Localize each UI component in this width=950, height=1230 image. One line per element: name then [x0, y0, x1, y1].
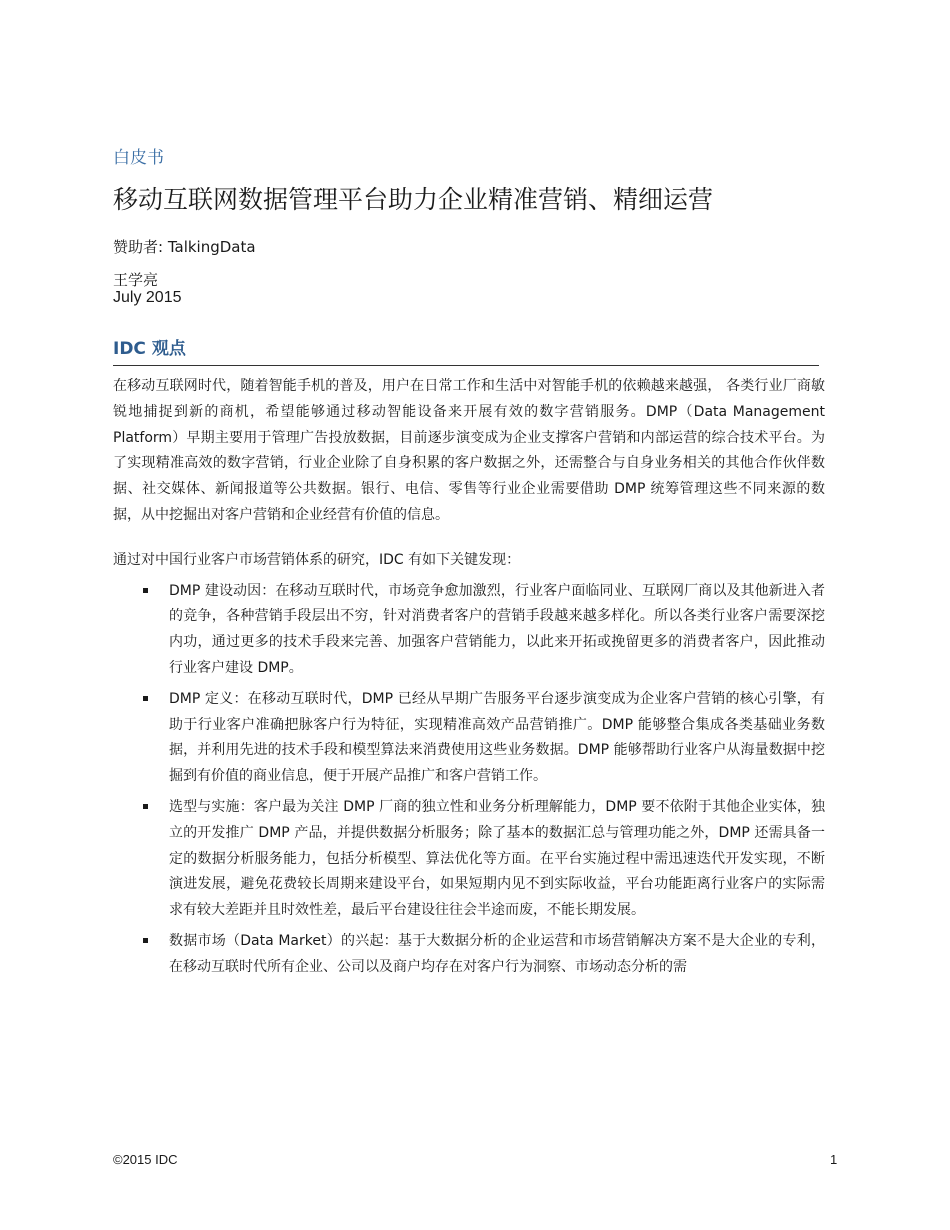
list-item — [113, 929, 825, 981]
section-heading-idc-view: IDC 观点 — [113, 339, 186, 359]
author-name: 王学亮 — [113, 271, 159, 289]
footer-copyright: ©2015 IDC — [113, 1152, 178, 1167]
body-text — [113, 374, 825, 986]
list-item — [113, 795, 825, 924]
section-divider — [113, 365, 819, 366]
list-item — [113, 579, 825, 682]
page-number: 1 — [830, 1152, 838, 1167]
finding-text: 数据市场（Data Market）的兴起：基于大数据分析的企业运营和市场营销解决方案不是大企业的专利，在移动互联时代所有企业、公司以及商户均存在对客户行为洞察、市场动态分析的需 — [169, 932, 825, 975]
bullet-icon — [143, 938, 148, 943]
finding-text: DMP 定义：在移动互联时代，DMP 已经从早期广告服务平台逐步演变成为企业客户营销的核心引擎，有助于行业客户准确把脉客户行为特征，实现精准高效产品营销推广。DMP 能够整合集成各类基础业务数据，并利用先进的技术手段和模型算法来消费使用这些业务数据。DMP 能够帮助行业客户从海量数据中挖掘到有价值的商业信息，便于开展产品推广和客户营销工作。 — [169, 690, 825, 785]
doc-type-label: 白皮书 — [113, 148, 164, 168]
findings-intro: 通过对中国行业客户市场营销体系的研究，IDC 有如下关键发现： — [113, 551, 521, 568]
finding-text: 选型与实施：客户最为关注 DMP 厂商的独立性和业务分析理解能力，DMP 要不依附于其他企业实体，独立的开发推广 DMP 产品，并提供数据分析服务；除了基本的数据汇总与管理功能之外，DMP 还需具备一定的数据分析服务能力，包括分析模型、算法优化等方面。在平台实施过程中需迅速迭代开发实现，不断演进发展，避免花费较长周期来建设平台，如果短期内见不到实际收益，平台功能距离行业客户的实际需求有较大差距并且时效性差，最后平台建设往往会半途而废，不能长期发展。 — [169, 798, 825, 919]
intro-paragraph: 在移动互联网时代，随着智能手机的普及，用户在日常工作和生活中对智能手机的依赖越来越强， 各类行业厂商敏锐地捕捉到新的商机，希望能够通过移动智能设备来开展有效的数字营销服务。DMP（Data Management Platform）早期主要用于管理广告投放数据，目前逐步演变成为企业支撑客户营销和内部运营的综合技术平台。为了实现精准高效的数字营销，行业企业除了自身积累的客户数据之外，还需整合与自身业务相关的其他合作伙伴数据、社交媒体、新闻报道等公共数据。银行、电信、零售等行业企业需要借助 DMP 统筹管理这些不同来源的数据，从中挖掘出对客户营销和企业经营有价值的信息。 — [113, 378, 825, 523]
bullet-icon — [143, 804, 148, 809]
document-title: 移动互联网数据管理平台助力企业精准营销、精细运营 — [113, 185, 714, 214]
list-item — [113, 687, 825, 790]
sponsor-line: 赞助者: TalkingData — [113, 238, 256, 256]
finding-text: DMP 建设动因：在移动互联时代，市场竞争愈加激烈，行业客户面临同业、互联网厂商以及其他新进入者的竞争，各种营销手段层出不穷，针对消费者客户的营销手段越来越多样化。所以各类行业客户需要深挖内功，通过更多的技术手段来完善、加强客户营销能力，以此来开拓或挽留更多的消费者客户，因此推动行业客户建设 DMP。 — [169, 582, 825, 676]
publication-date: July 2015 — [113, 289, 182, 306]
bullet-icon — [143, 696, 148, 701]
bullet-icon — [143, 588, 148, 593]
findings-list — [113, 579, 825, 981]
